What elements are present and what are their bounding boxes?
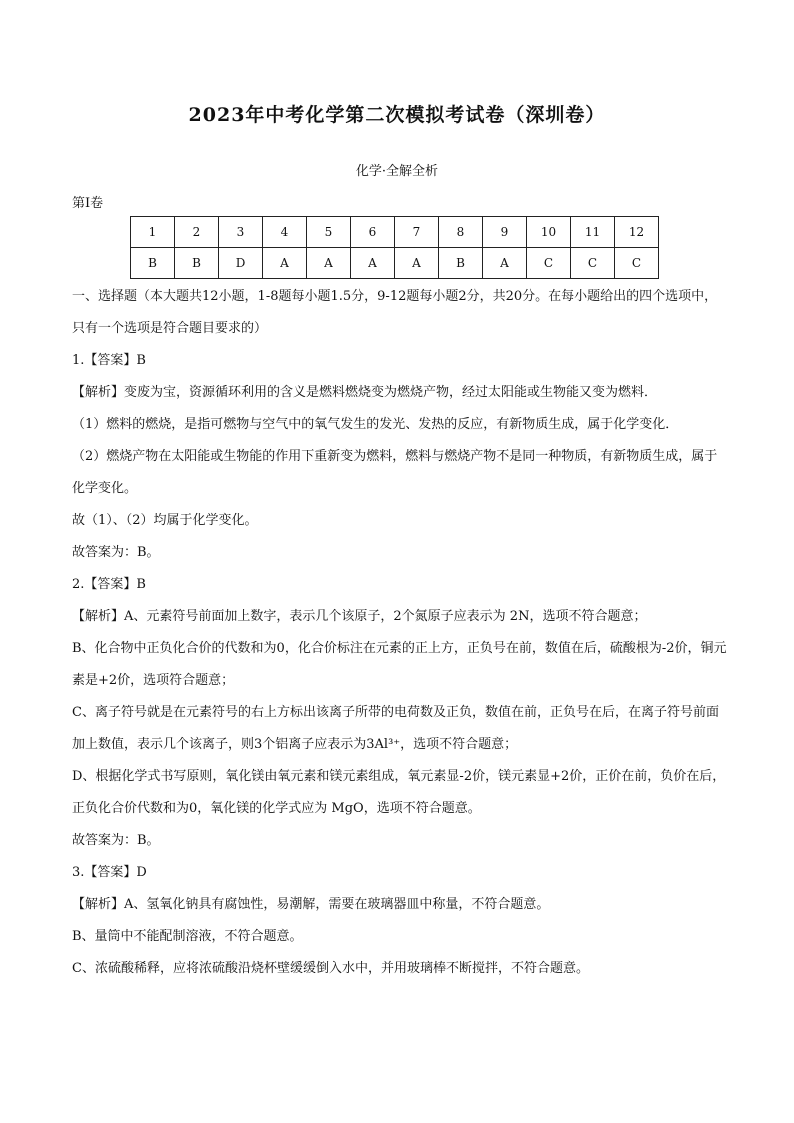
explanation-paragraph: D、根据化学式书写原则，氧化镁由氧元素和镁元素组成，氧元素显-2价，镁元素显+2价，正价在前，负价在后，正负化合价代数和为0，氧化镁的化学式应为 MgO，选项不符合题意。 — [72, 769, 726, 816]
explanation-paragraph: 故（1）、（2）均属于化学变化。 — [72, 513, 258, 528]
section-heading: 一、选择题（本大题共12小题，1-8题每小题1.5分，9-12题每小题2分，共20分。在每小题给出的四个选项中，只有一个选项是符合题目要求的） — [72, 289, 718, 336]
table-cell: 10 — [527, 217, 571, 248]
answer-table — [130, 216, 659, 279]
conclusion-line: 故答案为：B。 — [72, 545, 160, 560]
table-cell: 11 — [571, 217, 615, 248]
explanation-paragraph: C、浓硫酸稀释，应将浓硫酸沿烧杯壁缓缓倒入水中，并用玻璃棒不断搅拌，不符合题意。 — [72, 961, 589, 976]
explanation-paragraph: 【解析】A、元素符号前面加上数字，表示几个该原子，2个氮原子应表示为 2N，选项不符合题意； — [72, 609, 647, 624]
table-cell: 8 — [439, 217, 483, 248]
explanation-paragraph: B、化合物中正负化合价的代数和为0，化合价标注在元素的正上方，正负号在前，数值在后，硫酸根为-2价，铜元素是+2价，选项符合题意； — [72, 641, 727, 688]
table-cell: A — [395, 248, 439, 279]
table-cell: A — [483, 248, 527, 279]
table-cell: 5 — [307, 217, 351, 248]
answer-line: 3.【答案】D — [72, 865, 147, 880]
conclusion-line: 故答案为：B。 — [72, 833, 160, 848]
table-cell: C — [615, 248, 659, 279]
table-cell: 12 — [615, 217, 659, 248]
answer-line: 2.【答案】B — [72, 577, 146, 592]
table-cell: 2 — [175, 217, 219, 248]
table-cell: B — [439, 248, 483, 279]
table-cell: D — [219, 248, 263, 279]
answer-table-answer-row — [131, 248, 659, 279]
explanation-paragraph: 【解析】变废为宝，资源循环利用的含义是燃料燃烧变为燃烧产物，经过太阳能或生物能又变为燃料． — [72, 385, 658, 400]
table-cell: A — [263, 248, 307, 279]
explanation-paragraph: （2）燃烧产物在太阳能或生物能的作用下重新变为燃料，燃料与燃烧产物不是同一种物质，有新物质生成，属于化学变化。 — [72, 449, 718, 496]
table-cell: 7 — [395, 217, 439, 248]
table-cell: A — [307, 248, 351, 279]
table-cell: 9 — [483, 217, 527, 248]
table-cell: 3 — [219, 217, 263, 248]
answer-line: 1.【答案】B — [72, 353, 146, 368]
table-cell: B — [175, 248, 219, 279]
page-subtitle: 化学·全解全析 — [355, 164, 439, 179]
explanation-paragraph: C、离子符号就是在元素符号的右上方标出该离子所带的电荷数及正负，数值在前，正负号在后，在离子符号前面加上数值，表示几个该离子，则3个铝离子应表示为3Al³⁺，选项不符合题意； — [72, 705, 719, 752]
table-cell: C — [527, 248, 571, 279]
section-label: 第Ⅰ卷 — [72, 196, 104, 211]
explanation-paragraph: B、量筒中不能配制溶液，不符合题意。 — [72, 929, 303, 944]
table-cell: 1 — [131, 217, 175, 248]
table-cell: 4 — [263, 217, 307, 248]
table-cell: 6 — [351, 217, 395, 248]
table-cell: A — [351, 248, 395, 279]
explanation-paragraph: （1）燃料的燃烧，是指可燃物与空气中的氧气发生的发光、发热的反应，有新物质生成，属于化学变化． — [72, 417, 679, 432]
explanation-paragraph: 【解析】A、氢氧化钠具有腐蚀性，易潮解，需要在玻璃器皿中称量，不符合题意。 — [72, 897, 550, 912]
table-cell: B — [131, 248, 175, 279]
table-cell: C — [571, 248, 615, 279]
page-title: 2023年中考化学第二次模拟考试卷（深圳卷） — [188, 104, 606, 126]
content-body — [72, 281, 728, 985]
answer-table-number-row — [131, 217, 659, 248]
